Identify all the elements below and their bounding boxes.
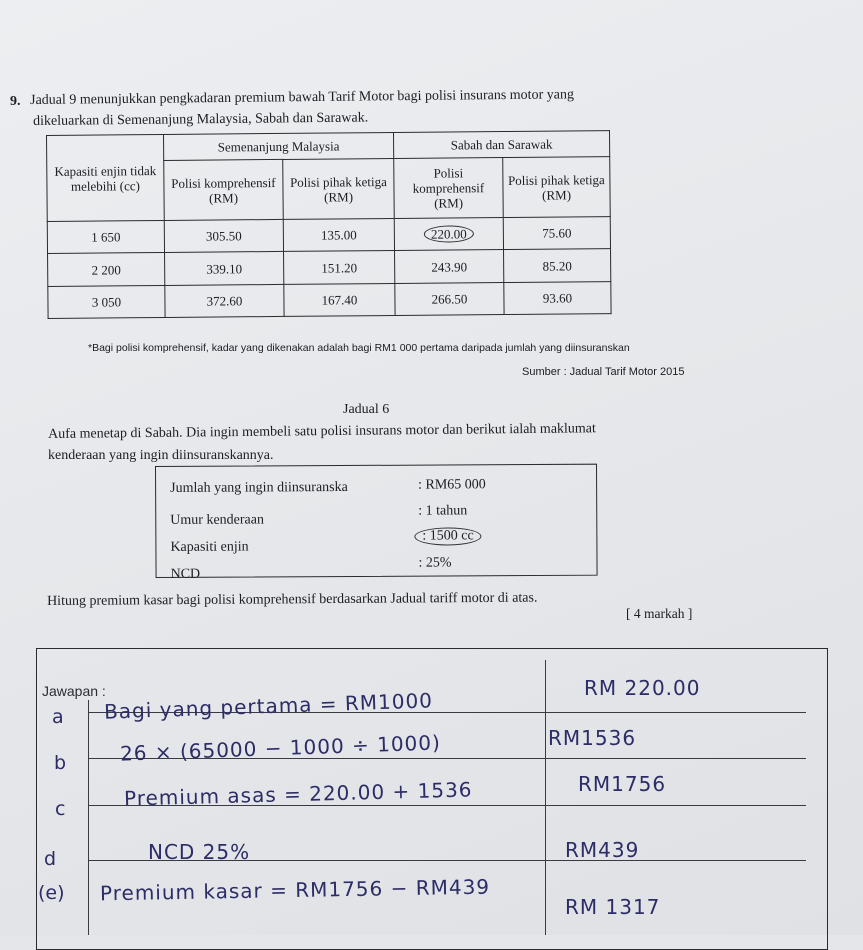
answer-row-result: RM 1317 — [565, 895, 661, 919]
capacity-cell: 1 650 — [47, 220, 164, 253]
table-cell: 151.20 — [284, 250, 395, 284]
scenario-line2: kenderaan yang ingin diinsuranskannya. — [48, 448, 274, 463]
answer-row-result: RM1756 — [578, 772, 667, 796]
column-header: Polisi pihak ketiga (RM) — [503, 157, 611, 218]
table-cell: 93.60 — [504, 282, 611, 315]
info-label: Kapasiti enjin — [170, 539, 249, 555]
region-header-semenanjung: Semenanjung Malaysia — [163, 132, 393, 160]
task-instruction: Hitung premium kasar bagi polisi komprehensif berdasarkan Jadual tariff motor di atas. — [47, 590, 538, 609]
capacity-cell: 3 050 — [48, 285, 165, 318]
answer-row-result: RM1536 — [548, 726, 637, 750]
table-cell: 135.00 — [283, 218, 394, 251]
answer-margin-line — [88, 700, 89, 935]
answer-row-work: Premium kasar = RM1756 − RM439 — [99, 874, 491, 906]
table-source: Sumber : Jadual Tarif Motor 2015 — [522, 366, 685, 378]
table-cell: 266.50 — [395, 283, 504, 316]
table-cell: 372.60 — [165, 284, 284, 317]
column-header: Polisi komprehensif (RM) — [164, 159, 284, 220]
answer-heading: Jawapan : — [42, 683, 106, 699]
info-value: : RM65 000 — [418, 477, 486, 493]
info-label: NCD — [170, 566, 201, 582]
table-footnote: *Bagi polisi komprehensif, kadar yang dikenakan adalah bagi RM1 000 pertama daripada jumlah yang diinsuranskan — [88, 342, 630, 354]
answer-column-line — [545, 660, 546, 935]
question-text-line1: Jadual 9 menunjukkan pengkadaran premium bawah Tarif Motor bagi polisi insurans motor yang — [30, 87, 575, 108]
answer-row-work: Premium asas = 220.00 + 1536 — [123, 777, 473, 811]
circled-value: 220.00 — [424, 225, 474, 242]
capacity-header: Kapasiti enjin tidak melebihi (cc) — [47, 134, 165, 221]
vehicle-info-box — [155, 464, 598, 582]
answer-row-work: 26 × (65000 − 1000 ÷ 1000) — [119, 730, 442, 766]
question-number: 9. — [10, 94, 21, 109]
capacity-cell: 2 200 — [48, 252, 165, 286]
table-caption: Jadual 6 — [343, 402, 390, 417]
table-cell: 75.60 — [503, 217, 610, 250]
premium-rate-table — [46, 130, 612, 319]
answer-row-label: d — [44, 848, 57, 870]
table-row — [47, 217, 610, 254]
info-label: Umur kenderaan — [170, 512, 265, 528]
table-cell: 167.40 — [284, 283, 395, 316]
table-cell: 243.90 — [395, 250, 504, 284]
answer-row-label: a — [52, 706, 64, 728]
answer-row-result: RM439 — [565, 838, 640, 862]
table-cell-circled — [394, 218, 503, 251]
marks-label: [ 4 markah ] — [626, 606, 693, 621]
table-cell: 339.10 — [165, 251, 284, 285]
answer-row-work: Bagi yang pertama = RM1000 — [103, 688, 434, 724]
table-row — [48, 282, 611, 319]
column-header: Polisi pihak ketiga (RM) — [283, 158, 395, 219]
answer-row-label: b — [54, 752, 67, 774]
answer-row-label: (e) — [38, 882, 65, 904]
column-header: Polisi komprehensif (RM) — [394, 158, 504, 219]
answer-row-work: NCD 25% — [148, 840, 251, 864]
info-label: Jumlah yang ingin diinsuranska — [170, 479, 348, 496]
question-text-line2: dikeluarkan di Semenanjung Malaysia, Sabah dan Sarawak. — [33, 110, 369, 129]
info-value: : 1 tahun — [418, 503, 468, 519]
table-cell: 85.20 — [504, 249, 611, 283]
region-header-sabah-sarawak: Sabah dan Sarawak — [393, 131, 609, 159]
info-value: : 25% — [418, 555, 452, 571]
table-cell: 305.50 — [164, 219, 283, 252]
scenario-line1: Aufa menetap di Sabah. Dia ingin membeli satu polisi insurans motor dan berikut ialah maklumat — [48, 421, 596, 442]
answer-row-result: RM 220.00 — [584, 676, 701, 700]
answer-row-label: c — [55, 798, 66, 820]
table-row — [48, 249, 611, 287]
info-value-circled: : 1500 cc — [414, 527, 481, 545]
